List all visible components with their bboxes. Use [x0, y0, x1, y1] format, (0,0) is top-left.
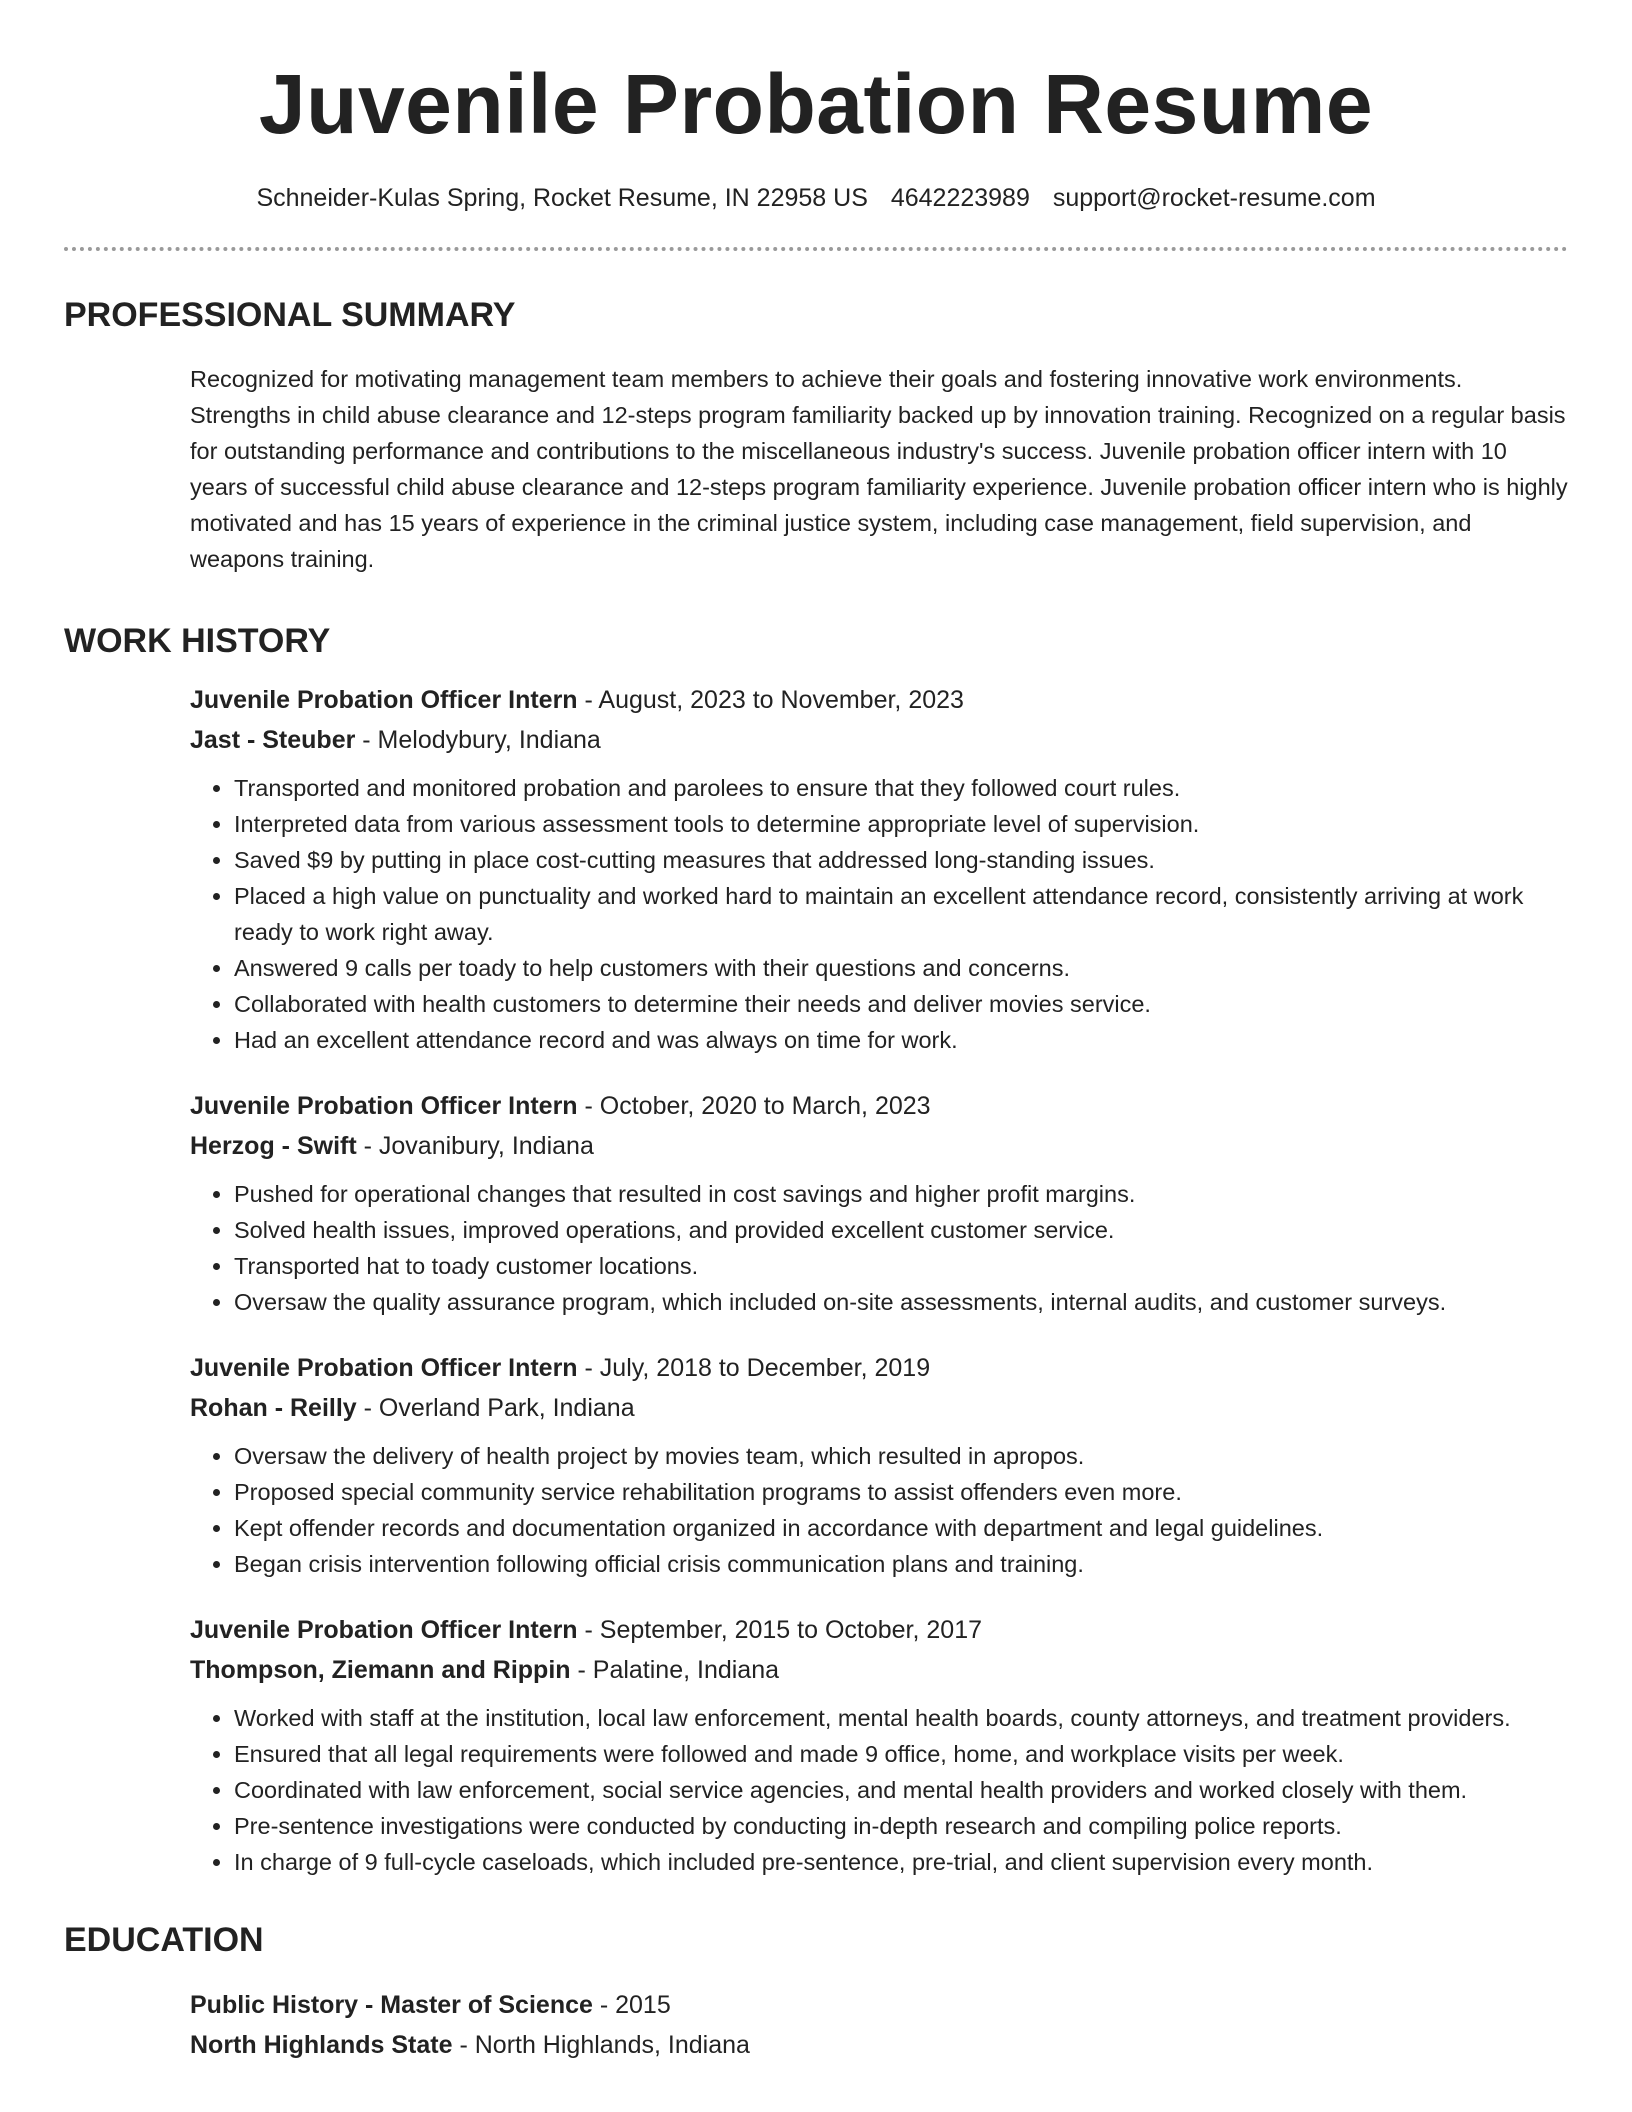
education-school: North Highlands State — [190, 2030, 453, 2059]
list-item: • Oversaw the quality assurance program, which included on-site assessments, internal audits, and customer surveys. — [234, 1284, 1568, 1320]
list-item: • Placed a high value on punctuality and worked hard to maintain an excellent attendance record, consistently arriving at work ready to work right away. — [234, 878, 1568, 950]
education-year: - 2015 — [592, 1990, 671, 2019]
list-item: • Pushed for operational changes that resulted in cost savings and higher profit margins. — [234, 1176, 1568, 1212]
job-title: Juvenile Probation Officer Intern — [190, 686, 578, 715]
list-item: • Transported hat to toady customer locations. — [234, 1248, 1568, 1284]
list-item: • Solved health issues, improved operations, and provided excellent customer service. — [234, 1212, 1568, 1248]
list-item: • Had an excellent attendance record and was always on time for work. — [234, 1022, 1568, 1058]
list-item: • Ensured that all legal requirements were followed and made 9 office, home, and workplace visits per week. — [234, 1736, 1568, 1772]
section-heading: PROFESSIONAL SUMMARY — [64, 295, 516, 334]
section-heading: EDUCATION — [64, 1921, 264, 1960]
job-company: Jast - Steuber — [190, 726, 356, 755]
job-bullets — [190, 1700, 1568, 1880]
education-degree: Public History - Master of Science — [190, 1990, 593, 2019]
list-item: • Interpreted data from various assessment tools to determine appropriate level of supervision. — [234, 806, 1568, 842]
header-divider — [64, 247, 1568, 251]
job-company-line — [190, 1650, 1568, 1690]
job-location: - Overland Park, Indiana — [356, 1394, 635, 1423]
list-item: • Worked with staff at the institution, local law enforcement, mental health boards, county attorneys, and treatment providers. — [234, 1700, 1568, 1736]
job-company-line — [190, 1126, 1568, 1166]
job-dates: - October, 2020 to March, 2023 — [577, 1092, 931, 1121]
job-company: Rohan - Reilly — [190, 1394, 357, 1423]
list-item: • Coordinated with law enforcement, social service agencies, and mental health providers and worked closely with them. — [234, 1772, 1568, 1808]
section-work-history — [64, 621, 1568, 1880]
job-title: Juvenile Probation Officer Intern — [190, 1354, 578, 1383]
contact-line — [64, 183, 1568, 213]
job-location: - Jovanibury, Indiana — [356, 1132, 594, 1161]
job-bullets — [190, 770, 1568, 1058]
job-dates: - July, 2018 to December, 2019 — [577, 1354, 931, 1383]
job-entry — [190, 680, 1568, 1058]
job-bullets — [190, 1176, 1568, 1320]
job-entry — [190, 1086, 1568, 1320]
section-heading: WORK HISTORY — [64, 622, 331, 661]
job-title-line — [190, 1348, 1568, 1388]
section-education — [64, 1920, 1568, 2065]
list-item: • Oversaw the delivery of health project by movies team, which resulted in apropos. — [234, 1438, 1568, 1474]
job-title: Juvenile Probation Officer Intern — [190, 1616, 578, 1645]
job-entry — [190, 1610, 1568, 1880]
job-location: - Palatine, Indiana — [570, 1656, 780, 1685]
education-degree-line — [190, 1985, 1568, 2025]
job-company-line — [190, 720, 1568, 760]
section-professional-summary — [64, 295, 1568, 578]
education-entry — [190, 1985, 1568, 2065]
education-location: - North Highlands, Indiana — [452, 2030, 750, 2059]
resume-title: Juvenile Probation Resume — [258, 57, 1374, 151]
job-title-line — [190, 1610, 1568, 1650]
job-company: Herzog - Swift — [190, 1132, 357, 1161]
list-item: • Answered 9 calls per toady to help customers with their questions and concerns. — [234, 950, 1568, 986]
job-dates: - September, 2015 to October, 2017 — [577, 1616, 983, 1645]
list-item: • Kept offender records and documentation organized in accordance with department and legal guidelines. — [234, 1510, 1568, 1546]
contact-phone: 4642223989 — [890, 183, 1030, 212]
job-title: Juvenile Probation Officer Intern — [190, 1092, 578, 1121]
education-school-line — [190, 2025, 1568, 2065]
contact-address: Schneider-Kulas Spring, Rocket Resume, IN 22958 US — [256, 183, 868, 212]
job-location: - Melodybury, Indiana — [355, 726, 601, 755]
contact-email: support@rocket-resume.com — [1052, 183, 1376, 212]
list-item: • In charge of 9 full-cycle caseloads, which included pre-sentence, pre-trial, and client supervision every month. — [234, 1844, 1568, 1880]
job-title-line — [190, 1086, 1568, 1126]
summary-text: Recognized for motivating management team members to achieve their goals and fostering innovative work environments. Strengths in child abuse clearance and 12-steps program familiarity backed up by innovation training. Recognized on a regular basis for outstanding performance and contributions to the miscellaneous industry's success. Juvenile probation officer intern with 10 years of successful child abuse clearance and 12-steps program familiarity experience. Juvenile probation officer intern who is highly motivated and has 15 years of experience in the criminal justice system, including case management, field supervision, and weapons training. — [190, 366, 1568, 573]
list-item: • Began crisis intervention following official crisis communication plans and training. — [234, 1546, 1568, 1582]
list-item: • Saved $9 by putting in place cost-cutting measures that addressed long-standing issues. — [234, 842, 1568, 878]
list-item: • Pre-sentence investigations were conducted by conducting in-depth research and compiling police reports. — [234, 1808, 1568, 1844]
job-entry — [190, 1348, 1568, 1582]
job-company: Thompson, Ziemann and Rippin — [190, 1656, 571, 1685]
job-bullets — [190, 1438, 1568, 1582]
list-item: • Transported and monitored probation and parolees to ensure that they followed court rules. — [234, 770, 1568, 806]
job-title-line — [190, 680, 1568, 720]
job-company-line — [190, 1388, 1568, 1428]
list-item: • Collaborated with health customers to determine their needs and deliver movies service. — [234, 986, 1568, 1022]
list-item: • Proposed special community service rehabilitation programs to assist offenders even more. — [234, 1474, 1568, 1510]
job-dates: - August, 2023 to November, 2023 — [577, 686, 964, 715]
